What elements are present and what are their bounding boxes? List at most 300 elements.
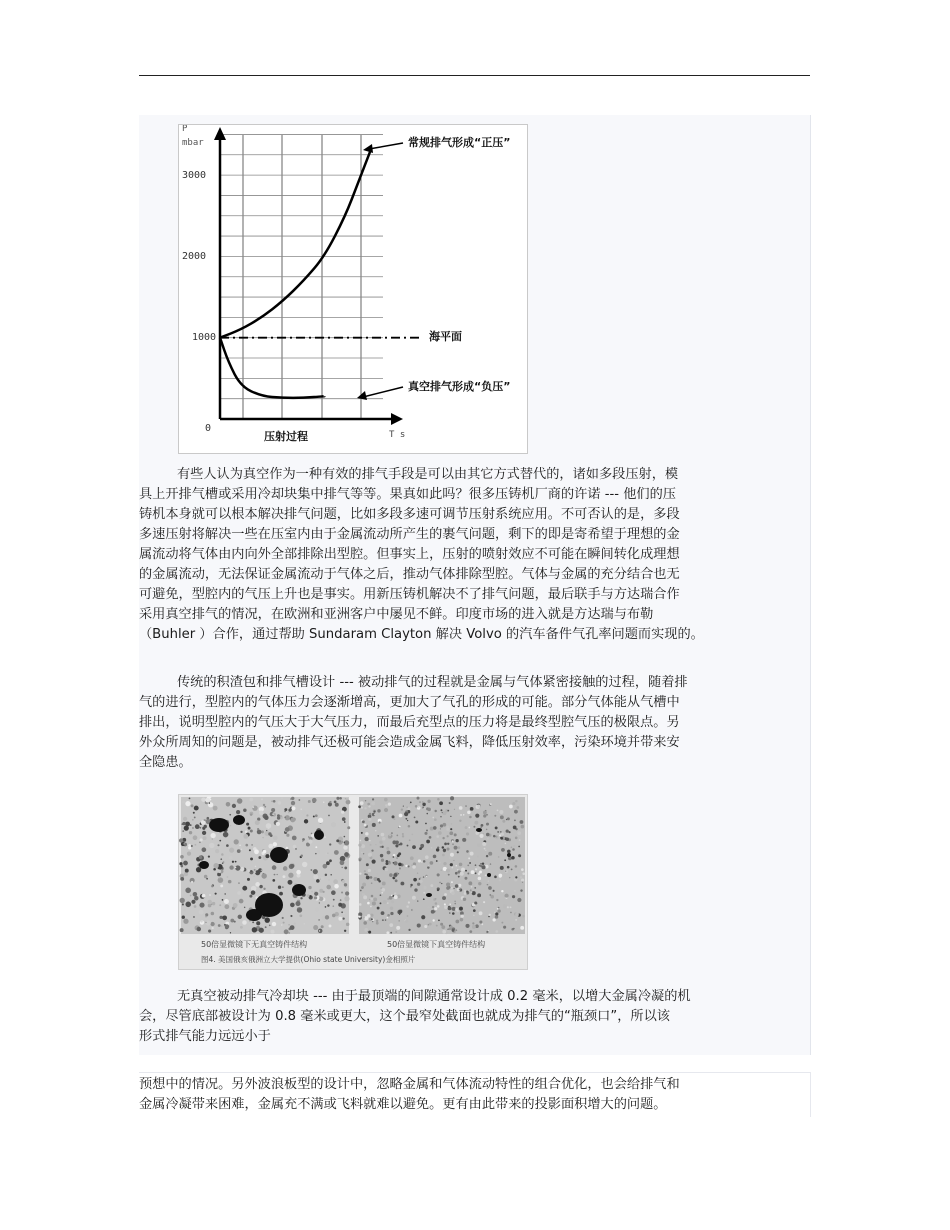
micrograph-grain [208, 929, 211, 932]
micrograph-grain [225, 924, 229, 928]
micrograph-grain [233, 903, 238, 908]
micrograph-grain [308, 800, 311, 803]
micrograph-grain [360, 890, 362, 892]
micrograph-grain [211, 885, 213, 887]
micrograph-grain [490, 803, 492, 805]
micrograph-grain [346, 923, 349, 926]
micrograph-grain [300, 809, 301, 810]
micrograph-grain [328, 815, 330, 817]
micrograph-grain [467, 864, 469, 866]
micrograph-grain [381, 911, 385, 915]
micrograph-grain [406, 806, 407, 807]
micrograph-grain [497, 831, 499, 833]
micrograph-grain [182, 800, 185, 803]
micrograph-grain [506, 838, 509, 841]
text-line: 的金属流动，无法保证金属流动于气体之后，推动气体排除型腔。气体与金属的充分结合也无 [139, 567, 680, 582]
micrograph-grain [245, 844, 248, 847]
x-region-label: 压射过程 [264, 430, 308, 443]
micrograph-pore [292, 884, 306, 896]
micrograph-grain [209, 802, 211, 804]
micrograph-grain [452, 912, 455, 915]
micrograph-grain [399, 843, 402, 846]
text-line: 采用真空排气的情况，在欧洲和亚洲客户中屡见不鲜。印度市场的进入就是方达瑞与布勒 [139, 607, 654, 622]
micrograph-grain [315, 907, 320, 912]
micrograph-grain [483, 901, 485, 903]
micrograph-grain [518, 854, 521, 857]
paragraph-3 [139, 987, 807, 1047]
micrograph-grain [469, 862, 471, 864]
micrograph-grain [404, 812, 408, 816]
micrograph-grain [436, 925, 438, 927]
micrograph-grain [495, 826, 498, 829]
text-line: 具上开排气槽或采用冷却块集中排气等等。果真如此吗？很多压铸机厂商的许诺 --- 他们的压 [139, 487, 676, 502]
micrograph-grain [265, 917, 270, 922]
micrograph-grain [454, 809, 455, 810]
micrograph-grain [372, 860, 376, 864]
micrograph-grain [200, 838, 203, 841]
micrograph-grain [265, 926, 267, 928]
micrograph-grain [252, 806, 254, 808]
micrograph-grain [484, 848, 486, 850]
micrograph-grain [344, 930, 346, 932]
micrograph-grain [397, 854, 400, 857]
micrograph-grain [370, 897, 373, 900]
micrograph-grain [496, 899, 498, 901]
micrograph-grain [371, 882, 373, 884]
micrograph-grain [455, 908, 458, 911]
micrograph-grain [507, 906, 509, 908]
micrograph-grain [423, 876, 425, 878]
micrograph-grain [199, 841, 201, 843]
micrograph-grain [211, 912, 215, 916]
micrograph-grain [471, 886, 473, 888]
micrograph-grain [192, 819, 194, 821]
micrograph-grain [194, 905, 197, 908]
micrograph-grain [380, 894, 382, 896]
micrograph-grain [318, 919, 320, 921]
micrograph-grain [512, 848, 515, 851]
micrograph-grain [459, 820, 461, 822]
micrograph-grain [224, 893, 225, 894]
micrograph-grain [266, 830, 267, 831]
micrograph-grain [242, 895, 245, 898]
micrograph-grain [513, 928, 515, 930]
micrograph-grain [398, 873, 399, 874]
micrograph-grain [453, 860, 454, 861]
micrograph-grain [272, 813, 274, 815]
micrograph-grain [313, 925, 318, 930]
micrograph-grain [193, 835, 198, 840]
micrograph-grain [423, 892, 425, 894]
micrograph-grain [517, 898, 521, 902]
micrograph-grain [447, 810, 449, 812]
micrograph-grain [511, 868, 513, 870]
x-axis-label: T s [389, 430, 406, 440]
micrograph-grain [365, 837, 369, 841]
micrograph-grain [417, 900, 418, 901]
micrograph-grain [374, 814, 376, 816]
micrograph-grain [487, 884, 489, 886]
micrograph-grain [470, 889, 472, 891]
micrograph-grain [323, 802, 324, 803]
micrograph-grain [261, 873, 266, 878]
micrograph-grain [363, 911, 365, 913]
micrograph-grain [449, 802, 451, 804]
micrograph-grain [440, 816, 442, 818]
micrograph-grain [464, 892, 467, 895]
micrograph-grain [438, 919, 440, 921]
micrograph-grain [190, 895, 192, 897]
micrograph-grain [381, 859, 384, 862]
micrograph-grain [464, 890, 467, 893]
micrograph-grain [218, 878, 220, 880]
micrograph-grain [474, 887, 476, 889]
micrograph-grain [191, 881, 193, 883]
micrograph-grain [361, 807, 362, 808]
micrograph-grain [521, 825, 525, 829]
micrograph-grain [346, 800, 351, 805]
micrograph-grain [465, 924, 469, 928]
micrograph-grain [493, 918, 496, 921]
micrograph-grain [344, 852, 349, 857]
micrograph-grain [180, 855, 184, 859]
micrograph-grain [455, 929, 457, 931]
micrograph-grain [361, 886, 364, 889]
micrograph-grain [367, 803, 370, 806]
micrograph-grain [486, 833, 490, 837]
micrograph-grain [435, 898, 437, 900]
micrograph-grain [339, 797, 342, 800]
micrograph-grain [466, 850, 469, 853]
micrograph-grain [363, 895, 367, 899]
micrograph-grain [384, 868, 388, 872]
micrograph-grain [342, 880, 345, 883]
micrograph-grain [326, 885, 331, 890]
micrograph-grain [488, 852, 492, 856]
micrograph-grain [333, 905, 335, 907]
micrograph-grain [430, 861, 434, 865]
micrograph-grain [302, 838, 305, 841]
micrograph-grain [290, 864, 294, 868]
micrograph-grain [483, 833, 484, 834]
micrograph-grain [226, 844, 229, 847]
micrograph-grain [402, 833, 404, 835]
micrograph-grain [442, 812, 443, 813]
micrograph-grain [210, 833, 215, 838]
micrograph-grain [483, 811, 487, 815]
micrograph-grain [387, 914, 390, 917]
micrograph-grain [473, 915, 474, 916]
micrograph-grain [421, 915, 425, 919]
micrograph-grain [247, 869, 250, 872]
micrograph-grain [218, 924, 221, 927]
micrograph-grain [288, 812, 290, 814]
micrograph-grain [512, 895, 515, 898]
micrograph-grain [423, 898, 425, 900]
micrograph-grain [471, 870, 475, 874]
micrograph-grain [288, 880, 293, 885]
micrograph-grain [424, 925, 427, 928]
micrograph-grain [407, 915, 409, 917]
micrograph-grain [185, 801, 190, 806]
micrograph-grain [377, 809, 380, 812]
micrograph-grain [290, 915, 292, 917]
micrograph-grain [256, 921, 260, 925]
micrograph-grain [463, 814, 464, 815]
micrograph-grain [450, 796, 454, 800]
micrograph-grain [394, 873, 398, 877]
micrograph-grain [336, 839, 339, 842]
micrograph-grain [244, 907, 245, 908]
micrograph-grain [521, 868, 524, 871]
text-line: 传统的积渣包和排气槽设计 --- 被动排气的过程就是金属与气体紧密接触的过程，随着排 [177, 675, 688, 690]
micrograph-grain [180, 877, 184, 881]
micrograph-grain [417, 923, 421, 927]
micrograph-grain [367, 914, 370, 917]
micrograph-grain [229, 865, 233, 869]
micrograph-grain [431, 847, 433, 849]
micrograph-grain [465, 870, 467, 872]
micrograph-grain [362, 820, 365, 823]
micrograph-grain [250, 813, 252, 815]
micrograph-grain [431, 910, 435, 914]
micrograph-grain [475, 814, 479, 818]
micrograph-grain [385, 919, 387, 921]
micrograph-pore [209, 818, 229, 832]
micrograph-grain [451, 867, 453, 869]
micrograph-grain [406, 905, 408, 907]
micrograph-grain [450, 863, 453, 866]
micrograph-grain [295, 848, 297, 850]
micrograph-grain [463, 897, 467, 901]
micrograph-grain [472, 891, 476, 895]
micrograph-grain [386, 860, 389, 863]
micrograph-grain [365, 832, 368, 835]
micrograph-grain [182, 916, 185, 919]
micrograph-grain [396, 834, 398, 836]
micrograph-grain [412, 865, 416, 869]
micrograph-grain [321, 877, 324, 880]
micrograph-grain [425, 855, 429, 859]
micrograph-grain [477, 855, 479, 857]
micrograph-grain [504, 894, 508, 898]
micrograph-grain [238, 882, 240, 884]
micrograph-grain [223, 832, 229, 838]
micrograph-grain [410, 856, 414, 860]
micrograph-grain [261, 798, 263, 800]
micrograph-grain [489, 914, 491, 916]
micrograph-grain [388, 803, 391, 806]
micrograph-grain [208, 856, 210, 858]
micrograph-grain [255, 872, 256, 873]
micrograph-grain [408, 854, 410, 856]
micrograph-grain [220, 858, 222, 860]
micrograph-grain [361, 844, 365, 848]
micrograph-grain [362, 798, 363, 799]
micrograph-grain [359, 859, 361, 861]
micrograph-grain [432, 882, 434, 884]
micrograph-figure-caption: 图4. 美国俄亥俄洲立大学提供(Ohio state University)金相照片 [201, 955, 416, 964]
micrograph-grain [277, 874, 278, 875]
micrograph-grain [239, 899, 244, 904]
micrograph-grain [341, 891, 343, 893]
micrograph-grain [390, 907, 393, 910]
micrograph-grain [423, 886, 426, 889]
micrograph-grain [451, 891, 455, 895]
micrograph-grain [254, 849, 259, 854]
micrograph-grain [446, 848, 449, 851]
micrograph-grain [446, 828, 449, 831]
micrograph-grain [312, 798, 317, 803]
micrograph-grain [479, 865, 481, 867]
micrograph-grain [329, 843, 331, 845]
micrograph-grain [370, 914, 373, 917]
micrograph-grain [361, 832, 363, 834]
micrograph-grain [327, 904, 329, 906]
micrograph-grain [369, 840, 370, 841]
micrograph-grain [362, 883, 366, 887]
micrograph-grain [389, 873, 393, 877]
micrograph-grain [429, 923, 432, 926]
micrograph-grain [380, 846, 382, 848]
micrograph-grain [454, 903, 456, 905]
micrograph-grain [475, 872, 477, 874]
micrograph-grain [481, 923, 483, 925]
y-axis-arrow [214, 127, 226, 140]
micrograph-grain [334, 884, 339, 889]
text-line: 气的进行，型腔内的气体压力会逐渐增高，更加大了气孔的形成的可能。部分气体能从气槽中 [139, 695, 680, 710]
micrograph-pore [507, 853, 511, 857]
micrograph-grain [263, 804, 265, 806]
micrograph-grain [373, 810, 375, 812]
micrograph-grain [315, 853, 317, 855]
micrograph-grain [482, 863, 484, 865]
micrograph-grain [455, 884, 459, 888]
micrograph-grain [314, 892, 318, 896]
micrograph-grain [501, 922, 503, 924]
micrograph-grain [185, 902, 191, 908]
micrograph-grain [184, 909, 187, 912]
micrograph-grain [262, 837, 263, 838]
micrograph-grain [479, 920, 482, 923]
micrograph-grain [368, 818, 371, 821]
micrograph-grain [347, 826, 350, 829]
micrograph-grain [274, 874, 276, 876]
micrograph-grain [417, 883, 420, 886]
micrograph-grain [426, 813, 428, 815]
micrograph-grain [236, 810, 240, 814]
micrograph-grain [394, 892, 396, 894]
micrograph-grain [381, 888, 385, 892]
micrograph-grain [505, 843, 507, 845]
micrograph-grain [480, 826, 482, 828]
micrograph-grain [427, 808, 431, 812]
micrograph-grain [202, 831, 206, 835]
micrograph-grain [466, 832, 469, 835]
micrograph-grain [227, 876, 229, 878]
micrograph-grain [407, 845, 409, 847]
micrograph-grain [222, 915, 227, 920]
micrograph-grain [183, 843, 185, 845]
text-line: 属流动将气体由内向外全部排除出型腔。但事实上，压射的喷射效应不可能在瞬间转化成理想 [139, 547, 680, 562]
positive-annot-arrowhead [363, 144, 373, 153]
micrograph-grain [210, 798, 211, 799]
micrograph-grain [296, 870, 301, 875]
micrograph-grain [235, 867, 236, 868]
micrograph-grain [344, 867, 347, 870]
negative-pressure-label: 真空排气形成“负压” [408, 380, 511, 393]
micrograph-grain [246, 823, 249, 826]
micrograph-grain [490, 863, 491, 864]
text-line: 全隐患。 [139, 755, 192, 770]
micrograph-grain [399, 910, 402, 913]
micrograph-grain [278, 801, 282, 805]
micrograph-grain [396, 926, 400, 930]
micrograph-grain [450, 853, 454, 857]
micrograph-grain [479, 834, 483, 838]
micrograph-grain [408, 865, 410, 867]
micrograph-pore [314, 830, 324, 840]
micrograph-grain [358, 805, 361, 808]
micrograph-grain [479, 871, 482, 874]
header-rule [139, 75, 810, 76]
micrograph-grain [364, 928, 368, 932]
micrograph-grain [395, 931, 397, 933]
micrograph-grain [284, 811, 286, 813]
pressure-chart-figure [178, 124, 528, 454]
micrograph-grain [308, 886, 311, 889]
micrograph-grain [314, 896, 317, 899]
micrograph-grain [419, 880, 422, 883]
micrograph-grain [313, 874, 318, 879]
micrograph-grain [341, 911, 343, 913]
micrograph-grain [434, 818, 437, 821]
micrograph-grain [412, 896, 416, 900]
micrograph-grain [511, 814, 513, 816]
micrograph-grain [344, 821, 346, 823]
micrograph-grain [513, 845, 515, 847]
micrograph-grain [273, 800, 276, 803]
micrograph-grain [288, 924, 290, 926]
micrograph-grain [432, 906, 434, 908]
micrograph-grain [218, 870, 221, 873]
micrograph-grain [371, 849, 373, 851]
micrograph-grain [455, 920, 459, 924]
micrograph-grain [442, 896, 446, 900]
paragraph-4 [139, 1075, 807, 1115]
micrograph-grain [424, 832, 427, 835]
micrograph-grain [253, 875, 255, 877]
micrograph-grain [415, 805, 418, 808]
micrograph-grain [418, 859, 421, 862]
micrograph-grain [191, 900, 195, 904]
micrograph-grain [316, 879, 320, 883]
micrograph-grain [467, 873, 469, 875]
micrograph-grain [335, 803, 339, 807]
micrograph-grain [265, 854, 269, 858]
micrograph-grain [506, 829, 509, 832]
micrograph-grain [319, 902, 320, 903]
micrograph-grain [437, 873, 440, 876]
micrograph-grain [371, 918, 373, 920]
micrograph-grain [298, 799, 300, 801]
micrograph-grain [497, 908, 499, 910]
negative-annot-arrow [363, 387, 403, 397]
micrograph-grain [444, 893, 447, 896]
micrograph-grain [485, 850, 486, 851]
micrograph-grain [257, 830, 262, 835]
micrograph-grain [343, 918, 345, 920]
